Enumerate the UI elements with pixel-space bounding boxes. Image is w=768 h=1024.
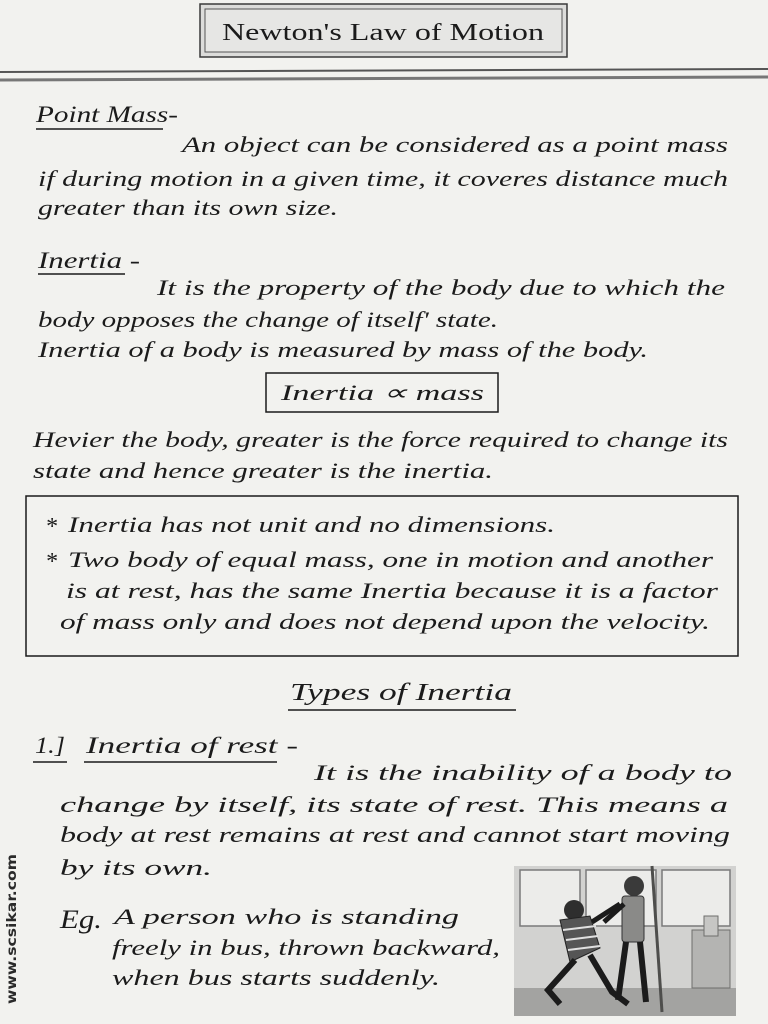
rest-line: by its own. <box>60 855 212 880</box>
example-line: A person who is standing <box>110 904 460 929</box>
inertia-heading: Inertia - <box>36 248 140 273</box>
inertia-explanation-line: Hevier the body, greater is the force required to change its <box>31 427 728 452</box>
bus-illustration <box>514 866 736 1016</box>
inertia-formula: Inertia ∝ mass <box>279 380 484 405</box>
example-line: freely in bus, thrown backward, <box>112 935 500 960</box>
rest-line: It is the inability of a body to <box>312 760 732 785</box>
example-label: Eg. <box>58 905 102 934</box>
rest-line: change by itself, its state of rest. This means a <box>60 792 728 817</box>
rest-heading: Inertia of rest - <box>84 733 298 758</box>
watermark: www.scsikar.com <box>5 879 20 1004</box>
bus-seat <box>704 916 718 936</box>
rest-line: body at rest remains at rest and cannot start moving <box>60 822 730 847</box>
inertia-line: Inertia of a body is measured by mass of the body. <box>36 337 648 362</box>
bus-window <box>662 870 730 926</box>
bus-seat <box>692 930 730 988</box>
note-line: Two body of equal mass, one in motion and another <box>68 547 714 572</box>
note-line: of mass only and does not depend upon the velocity. <box>60 609 710 634</box>
inertia-line: body opposes the change of itself' state. <box>38 307 498 332</box>
title-box <box>200 4 567 57</box>
bullet-marker: * <box>45 514 57 540</box>
bullet-marker: * <box>45 549 57 575</box>
page-title: Newton's Law of Motion <box>222 20 544 46</box>
point-mass-line: greater than its own size. <box>38 195 338 220</box>
note-line: is at rest, has the same Inertia because it is a factor <box>66 578 719 603</box>
inertia-line: It is the property of the body due to which the <box>155 275 726 300</box>
note-line: Inertia has not unit and no dimensions. <box>66 512 556 537</box>
point-mass-heading: Point Mass- <box>34 102 179 127</box>
inertia-explanation-line: state and hence greater is the inertia. <box>33 458 493 483</box>
types-heading: Types of Inertia <box>290 680 512 706</box>
rest-number: 1.] <box>35 733 65 758</box>
point-mass-line: if during motion in a given time, it coveres distance much <box>38 166 728 191</box>
example-line: when bus starts suddenly. <box>112 965 440 990</box>
point-mass-line: An object can be considered as a point mass <box>179 132 729 157</box>
